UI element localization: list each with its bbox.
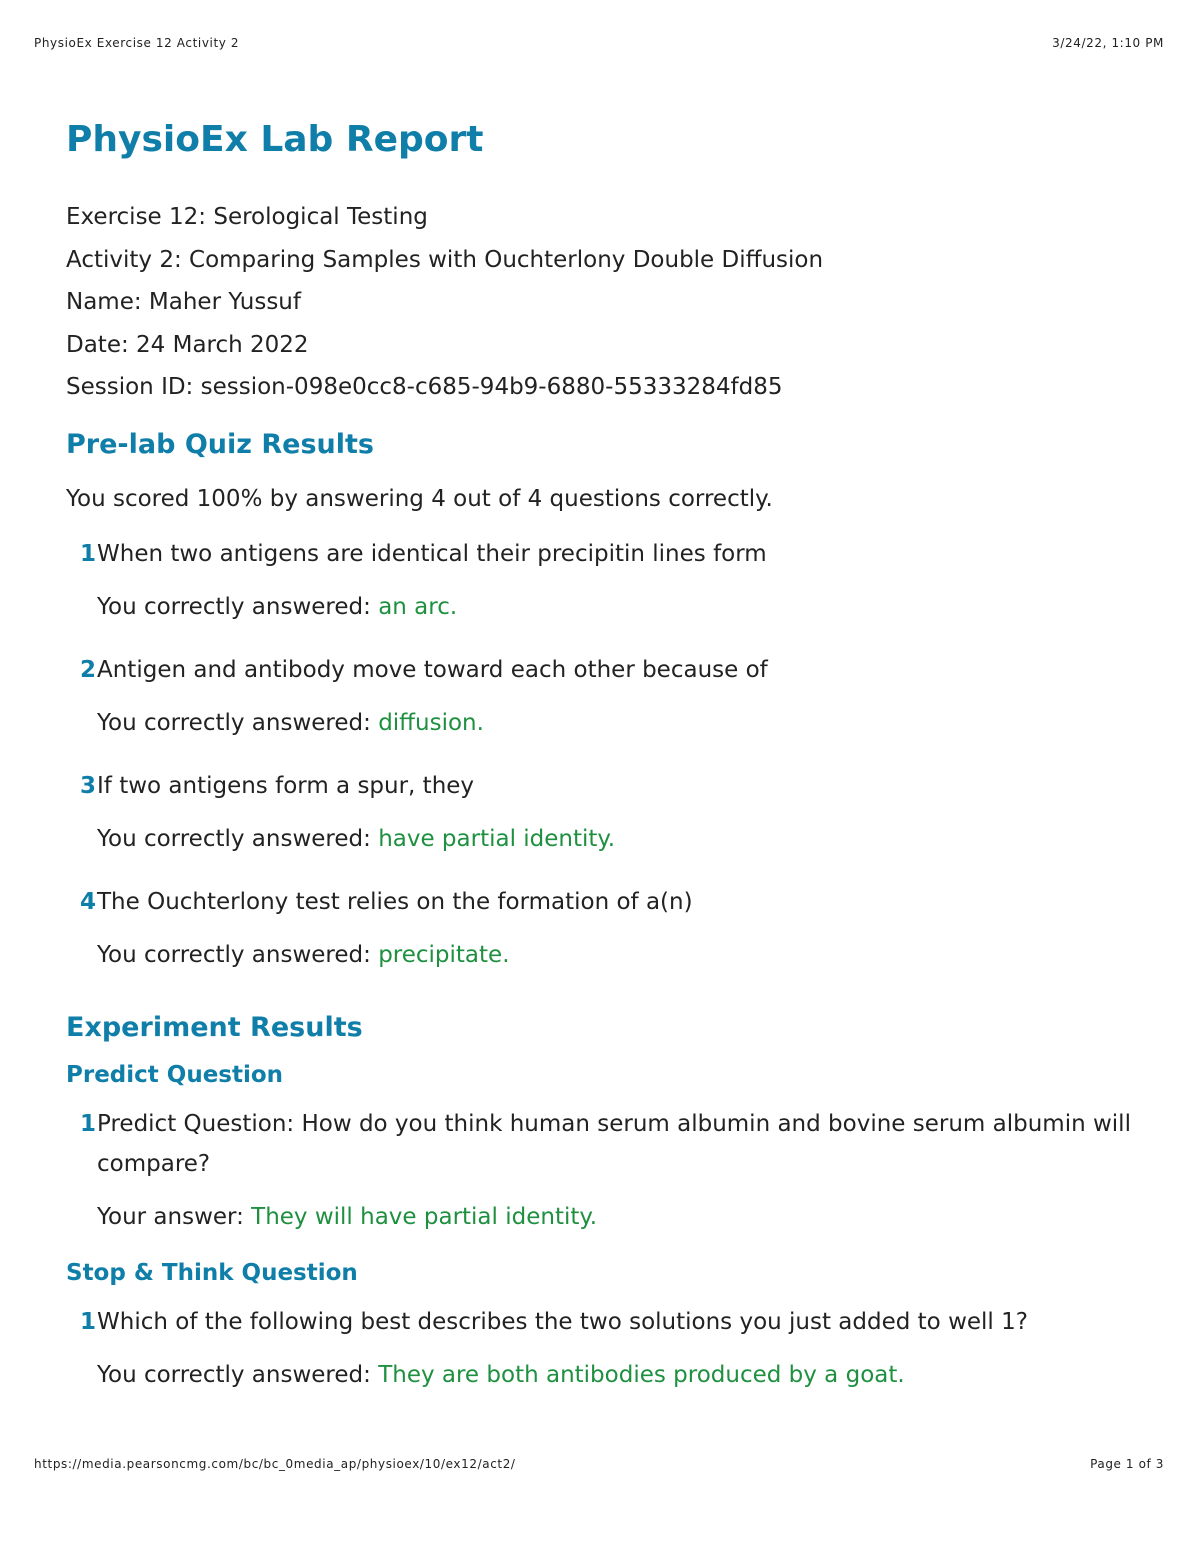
- prelab-question-4: [66, 882, 1146, 922]
- answer-prefix: You correctly answered:: [97, 825, 379, 852]
- print-header-datetime: 3/24/22, 1:10 PM: [1052, 36, 1164, 50]
- prelab-heading: Pre-lab Quiz Results: [66, 428, 374, 460]
- report-meta: [66, 196, 1146, 409]
- answer-value: an arc.: [378, 593, 458, 620]
- answer-prefix: You correctly answered:: [97, 941, 379, 968]
- stop-think-question-1: [66, 1302, 1146, 1342]
- question-text: Antigen and antibody move toward each other because of: [97, 656, 768, 683]
- answer-prefix: You correctly answered:: [97, 709, 379, 736]
- prelab-answer-4: [97, 938, 1146, 972]
- prelab-question-2: [66, 650, 1146, 690]
- prelab-answer-2: [97, 706, 1146, 740]
- question-text: Which of the following best describes the two solutions you just added to well 1?: [97, 1308, 1028, 1335]
- date-line: Date: 24 March 2022: [66, 331, 309, 358]
- activity-line: Activity 2: Comparing Samples with Ouchterlony Double Diffusion: [66, 246, 824, 273]
- exercise-line: Exercise 12: Serological Testing: [66, 204, 428, 230]
- print-footer-url: https://media.pearsoncmg.com/bc/bc_0media_ap/physioex/10/ex12/act2/: [34, 1457, 516, 1471]
- prelab-answer-3: [97, 822, 1146, 856]
- answer-value: have partial identity.: [378, 825, 616, 852]
- answer-value: precipitate.: [378, 941, 510, 968]
- question-number: 4: [79, 888, 96, 915]
- print-footer-page-number: Page 1 of 3: [1090, 1457, 1164, 1471]
- predict-answer-1: [97, 1200, 1146, 1234]
- prelab-answer-1: [97, 590, 1146, 624]
- answer-value: They are both antibodies produced by a goat.: [378, 1361, 905, 1388]
- print-footer: [34, 1457, 1164, 1471]
- report-title: PhysioEx Lab Report: [66, 119, 484, 160]
- question-number: 3: [79, 772, 96, 799]
- print-header-title: PhysioEx Exercise 12 Activity 2: [34, 36, 240, 50]
- predict-heading: Predict Question: [66, 1061, 284, 1088]
- predict-question-1: [66, 1104, 1146, 1184]
- answer-value: diffusion.: [378, 709, 484, 736]
- question-number: 1: [79, 1308, 96, 1335]
- name-line: Name: Maher Yussuf: [66, 289, 301, 315]
- session-id-line: Session ID: session-098e0cc8-c685-94b9-6880-55333284fd85: [66, 374, 783, 400]
- stop-think-answer-1: [97, 1358, 1146, 1392]
- answer-prefix: You correctly answered:: [97, 593, 379, 620]
- prelab-score: You scored 100% by answering 4 out of 4 questions correctly.: [66, 485, 773, 512]
- report-content: [66, 112, 1146, 1392]
- question-number: 1: [79, 1110, 96, 1137]
- question-number: 1: [79, 540, 96, 567]
- question-number: 2: [79, 656, 96, 683]
- stop-think-heading: Stop & Think Question: [66, 1259, 358, 1286]
- prelab-question-1: [66, 534, 1146, 574]
- question-text: If two antigens form a spur, they: [97, 772, 475, 799]
- question-text: When two antigens are identical their precipitin lines form: [97, 540, 767, 567]
- question-text: Predict Question: How do you think human serum albumin and bovine serum albumin will compare?: [97, 1110, 1131, 1177]
- answer-value: They will have partial identity.: [251, 1203, 598, 1230]
- prelab-question-3: [66, 766, 1146, 806]
- answer-prefix: You correctly answered:: [97, 1361, 379, 1388]
- experiment-heading: Experiment Results: [66, 1011, 363, 1043]
- answer-prefix: Your answer:: [97, 1203, 252, 1230]
- question-text: The Ouchterlony test relies on the formation of a(n): [97, 888, 693, 915]
- print-header: [34, 36, 1164, 50]
